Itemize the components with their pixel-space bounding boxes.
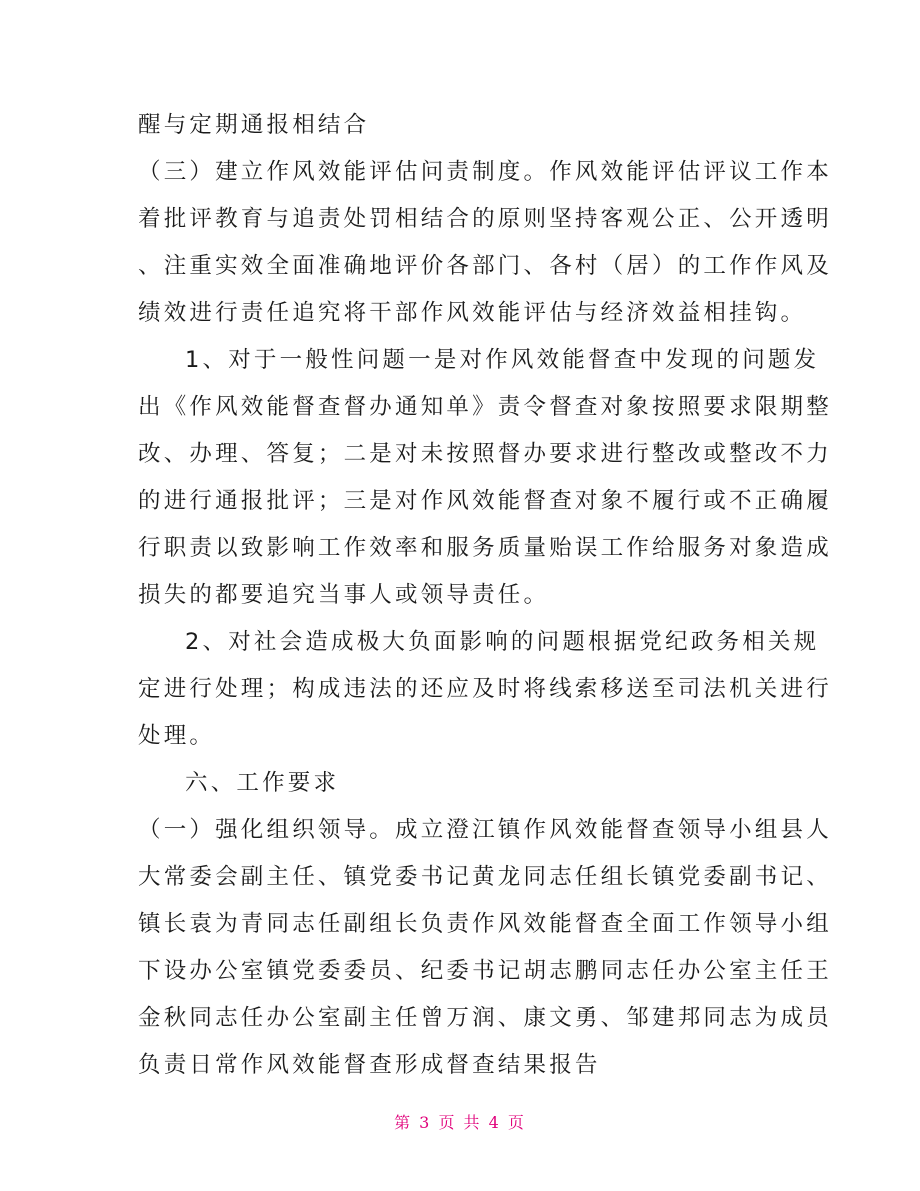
text-line: 出《作风效能督查督办通知单》责令督查对象按照要求限期整 <box>138 394 832 420</box>
text-line: 醒与定期通报相结合 <box>138 112 370 138</box>
text-line: 下设办公室镇党委委员、纪委书记胡志鹏同志任办公室主任王 <box>138 958 832 984</box>
text-line: （三）建立作风效能评估问责制度。作风效能评估评议工作本 <box>138 159 832 185</box>
text-line: 大常委会副主任、镇党委书记黄龙同志任组长镇党委副书记、 <box>138 864 832 890</box>
text-line: 行职责以致影响工作效率和服务质量贻误工作给服务对象造成 <box>138 535 832 561</box>
section-heading: 六、工作要求 <box>185 770 340 796</box>
text-line: 的进行通报批评；三是对作风效能督查对象不履行或不正确履 <box>138 488 832 514</box>
text-line: 负责日常作风效能督查形成督查结果报告 <box>138 1052 601 1078</box>
page-number-footer: 第 3 页 共 4 页 <box>394 1113 526 1132</box>
text-line: 、注重实效全面准确地评价各部门、各村（居）的工作作风及 <box>138 253 832 279</box>
text-line: 处理。 <box>138 723 216 749</box>
text-line: 定进行处理；构成违法的还应及时将线索移送至司法机关进行 <box>138 676 832 702</box>
text-line: 2、对社会造成极大负面影响的问题根据党纪政务相关规 <box>185 629 820 655</box>
text-line: 1、对于一般性问题一是对作风效能督查中发现的问题发 <box>185 347 820 373</box>
text-line: 损失的都要追究当事人或领导责任。 <box>138 582 550 608</box>
text-line: （一）强化组织领导。成立澄江镇作风效能督查领导小组县人 <box>138 817 832 843</box>
text-line: 着批评教育与追责处罚相结合的原则坚持客观公正、公开透明 <box>138 206 832 232</box>
text-line: 镇长袁为青同志任副组长负责作风效能督查全面工作领导小组 <box>138 911 832 937</box>
text-line: 金秋同志任办公室副主任曾万润、康文勇、邹建邦同志为成员 <box>138 1005 832 1031</box>
text-line: 改、办理、答复；二是对未按照督办要求进行整改或整改不力 <box>138 441 832 467</box>
text-line: 绩效进行责任追究将干部作风效能评估与经济效益相挂钩。 <box>138 300 807 326</box>
